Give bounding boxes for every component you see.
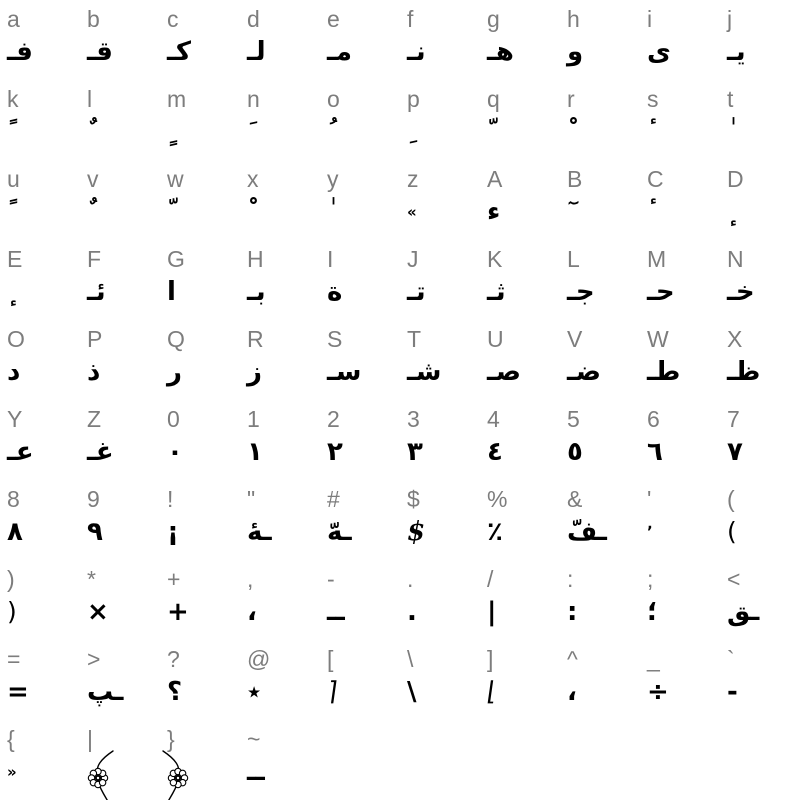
char-label: H xyxy=(247,246,264,272)
char-glyph: ــ xyxy=(247,757,265,787)
char-cell[interactable] xyxy=(240,400,320,480)
char-cell[interactable] xyxy=(320,0,400,80)
char-glyph: » xyxy=(7,763,17,781)
char-cell[interactable] xyxy=(400,320,480,400)
char-glyph: ، xyxy=(567,677,577,707)
char-cell[interactable] xyxy=(560,560,640,640)
char-glyph: ) xyxy=(7,597,17,626)
char-glyph: صـ xyxy=(487,357,522,387)
char-label: x xyxy=(247,166,259,192)
char-glyph: ظـ xyxy=(727,357,761,387)
char-label: & xyxy=(567,486,583,512)
char-cell[interactable] xyxy=(720,240,800,320)
char-glyph: ٍ xyxy=(167,117,177,147)
char-label: - xyxy=(327,566,335,592)
char-cell[interactable] xyxy=(400,240,480,320)
char-cell[interactable] xyxy=(320,80,400,160)
char-label: B xyxy=(567,166,583,192)
char-cell[interactable] xyxy=(560,320,640,400)
char-cell[interactable] xyxy=(400,400,480,480)
empty-cell xyxy=(480,720,560,800)
char-cell[interactable] xyxy=(320,320,400,400)
char-cell[interactable] xyxy=(480,320,560,400)
char-glyph: ( xyxy=(727,517,737,546)
char-glyph: ١ xyxy=(247,437,263,467)
char-glyph: ÷ xyxy=(647,677,669,707)
char-cell[interactable] xyxy=(240,320,320,400)
char-glyph: خـ xyxy=(727,277,755,307)
char-label: 4 xyxy=(487,406,500,432)
char-label: W xyxy=(647,326,669,352)
char-label: + xyxy=(167,566,181,592)
char-cell[interactable] xyxy=(720,320,800,400)
char-cell[interactable] xyxy=(480,160,560,240)
char-glyph: ٨ xyxy=(7,517,23,547)
char-label: f xyxy=(407,6,414,32)
char-glyph: ٕ xyxy=(7,277,17,307)
char-label: L xyxy=(567,246,580,272)
char-cell[interactable] xyxy=(240,240,320,320)
char-cell[interactable] xyxy=(480,560,560,640)
char-glyph: َ xyxy=(247,117,257,147)
char-glyph: + xyxy=(167,597,189,627)
char-glyph: ٪ xyxy=(487,517,503,547)
char-label: l xyxy=(87,86,93,112)
char-label: < xyxy=(727,566,741,592)
char-label: F xyxy=(87,246,102,272)
floral-ornament-left-icon xyxy=(84,750,118,800)
char-glyph: ، xyxy=(247,597,257,627)
char-cell[interactable] xyxy=(80,720,160,800)
char-cell[interactable] xyxy=(720,160,800,240)
char-label: ? xyxy=(167,646,180,672)
char-glyph: و xyxy=(567,37,584,67)
char-label: 9 xyxy=(87,486,100,512)
char-cell[interactable] xyxy=(160,0,240,80)
char-label: ( xyxy=(727,486,735,512)
char-cell[interactable] xyxy=(0,240,80,320)
char-glyph: ئـ xyxy=(87,277,106,307)
char-cell[interactable] xyxy=(560,160,640,240)
char-label: b xyxy=(87,6,100,32)
char-cell[interactable] xyxy=(0,560,80,640)
char-cell[interactable] xyxy=(240,640,320,720)
char-cell[interactable] xyxy=(320,240,400,320)
char-glyph: فـ xyxy=(7,37,33,67)
char-glyph: سـ xyxy=(327,357,362,387)
char-label: k xyxy=(7,86,19,112)
char-cell[interactable] xyxy=(400,560,480,640)
char-cell[interactable] xyxy=(320,640,400,720)
char-cell[interactable] xyxy=(240,0,320,80)
char-glyph: : xyxy=(567,597,578,627)
char-glyph: شـ xyxy=(407,357,442,387)
char-glyph: ـهٔ xyxy=(247,517,272,547)
char-cell[interactable] xyxy=(0,320,80,400)
char-cell[interactable] xyxy=(160,640,240,720)
char-label: d xyxy=(247,6,260,32)
char-cell[interactable] xyxy=(0,640,80,720)
char-label: z xyxy=(407,166,419,192)
char-glyph: ّ xyxy=(167,197,177,227)
char-cell[interactable] xyxy=(720,560,800,640)
char-glyph: كـ xyxy=(167,37,192,67)
char-label: c xyxy=(167,6,179,32)
char-label: ; xyxy=(647,566,654,592)
char-glyph: لـ xyxy=(247,37,266,67)
char-label: T xyxy=(407,326,422,352)
char-glyph: ً xyxy=(7,197,17,227)
char-cell[interactable] xyxy=(80,320,160,400)
char-glyph: ر xyxy=(167,357,182,387)
char-label: % xyxy=(487,486,508,512)
char-cell[interactable] xyxy=(80,80,160,160)
char-label: 8 xyxy=(7,486,20,512)
char-cell[interactable] xyxy=(640,0,720,80)
char-glyph: × xyxy=(87,597,109,627)
char-label: X xyxy=(727,326,743,352)
char-glyph: ؛ xyxy=(647,597,658,627)
char-cell[interactable] xyxy=(400,0,480,80)
char-label: t xyxy=(727,86,734,112)
char-label: g xyxy=(487,6,500,32)
char-glyph: ¡ xyxy=(167,517,179,547)
char-glyph: ٣ xyxy=(407,437,423,467)
char-glyph: بـ xyxy=(247,277,266,307)
char-cell[interactable] xyxy=(400,80,480,160)
char-glyph: هـ xyxy=(487,37,514,67)
char-glyph: - xyxy=(727,677,738,707)
char-glyph: ٕ xyxy=(727,197,737,227)
char-label: > xyxy=(87,646,101,672)
char-label: \ xyxy=(407,646,414,672)
char-label: 6 xyxy=(647,406,660,432)
char-label: . xyxy=(407,566,414,592)
char-label: | xyxy=(87,726,93,752)
char-cell[interactable] xyxy=(80,560,160,640)
char-label: O xyxy=(7,326,25,352)
char-glyph: ٌ xyxy=(87,117,97,147)
char-label: @ xyxy=(247,646,271,672)
char-glyph: ⌊ xyxy=(484,677,500,707)
char-cell[interactable] xyxy=(640,320,720,400)
char-glyph: . xyxy=(407,597,417,627)
char-cell[interactable] xyxy=(640,480,720,560)
char-cell[interactable] xyxy=(240,720,320,800)
char-label: ~ xyxy=(247,726,261,752)
char-label: 5 xyxy=(567,406,580,432)
char-glyph: ٥ xyxy=(567,437,583,467)
char-glyph: ــ xyxy=(327,597,345,627)
char-glyph: ـهّ xyxy=(327,517,352,547)
char-glyph: ʼ xyxy=(647,523,653,541)
char-glyph: نـ xyxy=(407,37,426,67)
char-cell[interactable] xyxy=(160,720,240,800)
char-cell[interactable] xyxy=(80,400,160,480)
char-label: M xyxy=(647,246,667,272)
char-cell[interactable] xyxy=(400,480,480,560)
char-label: e xyxy=(327,6,340,32)
char-label: Z xyxy=(87,406,102,432)
char-cell[interactable] xyxy=(720,80,800,160)
char-label: : xyxy=(567,566,574,592)
char-label: 7 xyxy=(727,406,740,432)
char-label: C xyxy=(647,166,664,192)
char-glyph: ِ xyxy=(407,117,417,147)
char-cell[interactable] xyxy=(640,240,720,320)
char-glyph: عـ xyxy=(7,437,34,467)
char-glyph: حـ xyxy=(647,277,675,307)
char-cell[interactable] xyxy=(560,480,640,560)
char-cell[interactable] xyxy=(320,480,400,560)
char-label: r xyxy=(567,86,575,112)
char-glyph: ٓ xyxy=(567,197,577,227)
char-glyph: ى xyxy=(647,37,671,67)
char-label: K xyxy=(487,246,503,272)
char-label: ) xyxy=(7,566,15,592)
char-glyph: ْ xyxy=(567,117,577,147)
empty-cell xyxy=(720,720,800,800)
char-cell[interactable] xyxy=(560,0,640,80)
char-glyph: ة xyxy=(327,277,343,307)
char-cell[interactable] xyxy=(480,400,560,480)
char-label: m xyxy=(167,86,187,112)
char-cell[interactable] xyxy=(640,80,720,160)
char-cell[interactable] xyxy=(160,160,240,240)
char-cell[interactable] xyxy=(80,240,160,320)
char-label: U xyxy=(487,326,504,352)
char-glyph: « xyxy=(407,203,417,221)
char-cell[interactable] xyxy=(560,640,640,720)
char-label: , xyxy=(247,566,254,592)
char-cell[interactable] xyxy=(720,400,800,480)
char-cell[interactable] xyxy=(160,80,240,160)
char-label: A xyxy=(487,166,503,192)
char-cell[interactable] xyxy=(240,560,320,640)
char-label: i xyxy=(647,6,653,32)
char-cell[interactable] xyxy=(480,640,560,720)
char-label: n xyxy=(247,86,260,112)
char-glyph: ٠ xyxy=(167,437,183,467)
char-glyph: ّ xyxy=(487,117,497,147)
char-glyph: ٧ xyxy=(727,437,743,467)
empty-cell xyxy=(320,720,400,800)
char-cell[interactable] xyxy=(160,480,240,560)
char-glyph: مـ xyxy=(327,37,352,67)
char-cell[interactable] xyxy=(240,480,320,560)
char-label: # xyxy=(327,486,340,512)
char-label: y xyxy=(327,166,339,192)
char-label: h xyxy=(567,6,580,32)
char-glyph: ُ xyxy=(327,117,337,147)
char-label: R xyxy=(247,326,264,352)
char-glyph: ٌ xyxy=(87,197,97,227)
char-cell[interactable] xyxy=(160,560,240,640)
char-glyph: ؟ xyxy=(167,677,183,707)
char-cell[interactable] xyxy=(640,400,720,480)
char-cell[interactable] xyxy=(160,400,240,480)
char-label: E xyxy=(7,246,23,272)
char-label: N xyxy=(727,246,744,272)
char-label: ^ xyxy=(567,646,578,672)
char-label: { xyxy=(7,726,15,752)
empty-cell xyxy=(560,720,640,800)
char-glyph: د xyxy=(7,357,21,387)
char-glyph: ٔ xyxy=(647,197,657,227)
char-cell[interactable] xyxy=(0,720,80,800)
char-glyph: ـفّ xyxy=(567,517,607,547)
char-glyph: طـ xyxy=(647,357,681,387)
char-label: 0 xyxy=(167,406,180,432)
char-label: I xyxy=(327,246,334,272)
char-label: = xyxy=(7,646,21,672)
char-cell[interactable] xyxy=(480,480,560,560)
char-label: [ xyxy=(327,646,334,672)
char-cell[interactable] xyxy=(560,400,640,480)
char-glyph: ٢ xyxy=(327,437,343,467)
char-cell[interactable] xyxy=(0,480,80,560)
char-cell[interactable] xyxy=(0,0,80,80)
char-glyph: جـ xyxy=(567,277,595,307)
char-glyph: ٰ xyxy=(727,117,737,147)
char-glyph: ـق xyxy=(727,597,760,627)
char-cell[interactable] xyxy=(80,0,160,80)
char-cell[interactable] xyxy=(640,640,720,720)
empty-cell xyxy=(400,720,480,800)
char-label: J xyxy=(407,246,419,272)
char-cell[interactable] xyxy=(640,560,720,640)
char-cell[interactable] xyxy=(160,240,240,320)
floral-ornament-right-icon xyxy=(158,750,192,800)
char-glyph: تـ xyxy=(407,277,426,307)
char-label: V xyxy=(567,326,583,352)
char-label: G xyxy=(167,246,185,272)
char-glyph: ضـ xyxy=(567,357,602,387)
char-glyph: ٰ xyxy=(327,197,337,227)
char-cell[interactable] xyxy=(400,640,480,720)
char-label: 1 xyxy=(247,406,260,432)
char-glyph: | xyxy=(487,597,497,627)
char-glyph: ذ xyxy=(87,357,101,387)
char-label: } xyxy=(167,726,175,752)
char-glyph: ٔ xyxy=(647,117,657,147)
char-label: u xyxy=(7,166,20,192)
char-label: ' xyxy=(647,486,652,512)
char-label: ] xyxy=(487,646,494,672)
char-cell[interactable] xyxy=(320,160,400,240)
char-cell[interactable] xyxy=(80,160,160,240)
char-glyph: $ xyxy=(407,517,426,547)
char-cell[interactable] xyxy=(0,400,80,480)
char-label: S xyxy=(327,326,343,352)
char-label: 2 xyxy=(327,406,340,432)
char-cell[interactable] xyxy=(720,640,800,720)
char-glyph: غـ xyxy=(87,437,114,467)
char-cell[interactable] xyxy=(320,400,400,480)
char-label: P xyxy=(87,326,103,352)
char-cell[interactable] xyxy=(0,80,80,160)
char-cell[interactable] xyxy=(720,480,800,560)
char-glyph: ٭ xyxy=(247,677,262,707)
char-label: _ xyxy=(647,646,660,672)
char-cell[interactable] xyxy=(560,80,640,160)
char-cell[interactable] xyxy=(0,160,80,240)
char-cell[interactable] xyxy=(320,560,400,640)
char-glyph: ٤ xyxy=(487,437,503,467)
char-label: ! xyxy=(167,486,174,512)
char-label: s xyxy=(647,86,659,112)
char-label: 3 xyxy=(407,406,420,432)
char-glyph: يـ xyxy=(727,37,746,67)
char-label: p xyxy=(407,86,420,112)
char-label: / xyxy=(487,566,494,592)
char-glyph: ا xyxy=(167,277,176,307)
char-glyph: ⌉ xyxy=(324,677,340,707)
char-cell[interactable] xyxy=(480,80,560,160)
char-cell[interactable] xyxy=(560,240,640,320)
char-label: ` xyxy=(727,646,735,672)
char-glyph: ً xyxy=(7,117,17,147)
char-cell[interactable] xyxy=(480,240,560,320)
char-label: a xyxy=(7,6,20,32)
char-cell[interactable] xyxy=(240,80,320,160)
empty-cell xyxy=(640,720,720,800)
char-cell[interactable] xyxy=(80,480,160,560)
char-glyph: ز xyxy=(247,357,262,387)
char-cell[interactable] xyxy=(400,160,480,240)
char-label: D xyxy=(727,166,744,192)
char-glyph: = xyxy=(7,677,29,707)
char-glyph: ثـ xyxy=(487,277,506,307)
char-glyph: ٩ xyxy=(87,517,103,547)
char-glyph: ٦ xyxy=(647,437,663,467)
char-label: " xyxy=(247,486,256,512)
char-glyph: ـپ xyxy=(87,677,124,707)
char-cell[interactable] xyxy=(240,160,320,240)
char-label: Q xyxy=(167,326,185,352)
char-label: v xyxy=(87,166,99,192)
char-label: q xyxy=(487,86,500,112)
char-cell[interactable] xyxy=(480,0,560,80)
char-glyph: \ xyxy=(407,677,417,707)
char-cell[interactable] xyxy=(160,320,240,400)
char-cell[interactable] xyxy=(640,160,720,240)
char-glyph: ء xyxy=(487,197,501,227)
char-label: j xyxy=(727,6,733,32)
char-cell[interactable] xyxy=(80,640,160,720)
char-label: Y xyxy=(7,406,23,432)
char-label: $ xyxy=(407,486,420,512)
char-cell[interactable] xyxy=(720,0,800,80)
char-label: w xyxy=(167,166,184,192)
char-label: o xyxy=(327,86,340,112)
char-glyph: قـ xyxy=(87,37,113,67)
char-glyph: ْ xyxy=(247,197,257,227)
char-label: * xyxy=(87,566,96,592)
